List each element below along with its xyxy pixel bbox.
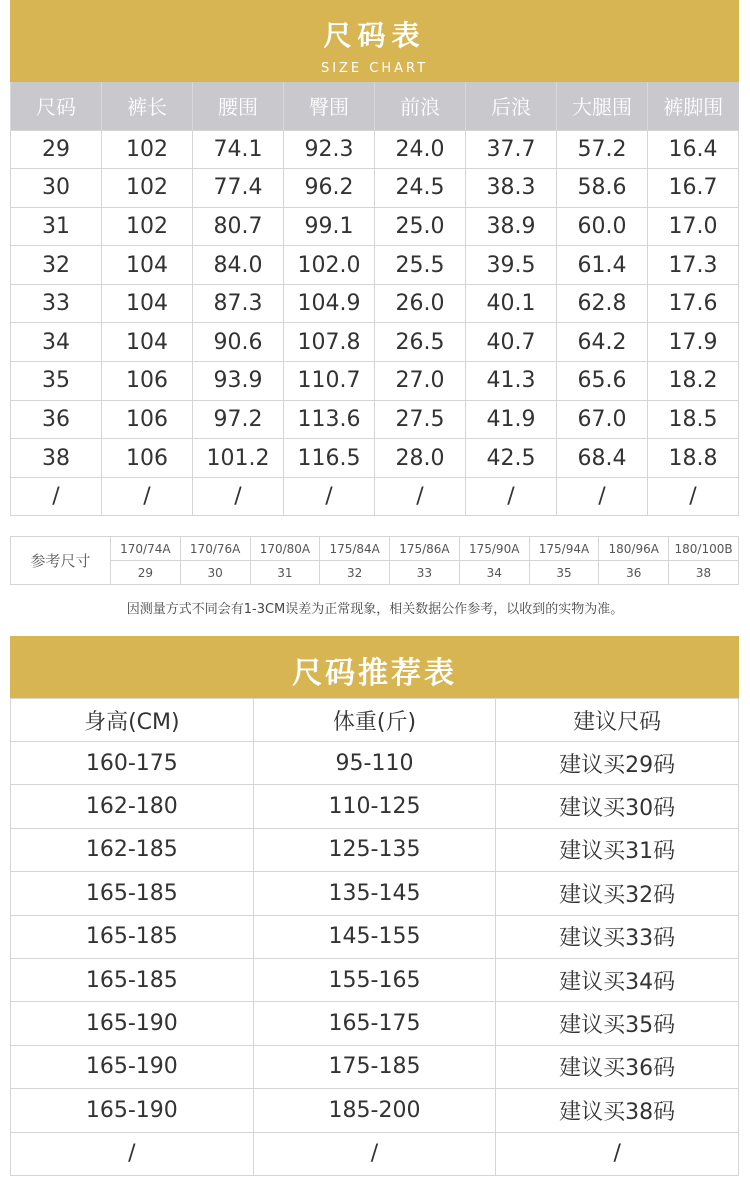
size-chart-header-cell: 前浪: [375, 82, 466, 130]
size-chart-row: [11, 169, 739, 208]
size-chart-header-cell: 腰围: [193, 82, 284, 130]
recommend-banner: [10, 636, 739, 698]
size-chart-cell: 18.5: [648, 400, 739, 439]
reference-size-cell: 33: [390, 561, 460, 585]
reference-size-cell: 36: [599, 561, 669, 585]
size-chart-cell: /: [11, 477, 102, 516]
size-chart-row: [11, 207, 739, 246]
recommend-header-cell: 建议尺码: [496, 699, 739, 742]
size-chart-cell: 17.6: [648, 284, 739, 323]
size-chart-cell: 102: [102, 169, 193, 208]
size-chart-cell: 116.5: [284, 439, 375, 478]
size-chart-header-row: [11, 82, 739, 130]
size-chart-table: [10, 82, 739, 516]
size-chart-cell: 102.0: [284, 246, 375, 285]
recommend-row: [11, 828, 739, 871]
reference-height-cell: 175/84A: [320, 537, 390, 561]
recommend-cell: /: [253, 1132, 496, 1175]
size-chart-title: 尺码表: [323, 19, 426, 52]
size-chart-cell: 24.5: [375, 169, 466, 208]
recommend-cell: 建议买32码: [496, 872, 739, 915]
recommend-title: 尺码推荐表: [292, 656, 457, 691]
size-chart-cell: /: [375, 477, 466, 516]
size-chart-cell: 93.9: [193, 362, 284, 401]
reference-height-cell: 170/80A: [250, 537, 320, 561]
size-chart-header-cell: 裤脚围: [648, 82, 739, 130]
recommend-cell: 165-190: [11, 1002, 254, 1045]
size-chart-cell: 28.0: [375, 439, 466, 478]
size-chart-cell: 74.1: [193, 130, 284, 169]
recommend-row: [11, 1045, 739, 1088]
size-chart-cell: 16.7: [648, 169, 739, 208]
size-chart-cell: 17.0: [648, 207, 739, 246]
recommend-row: [11, 1089, 739, 1132]
size-chart-cell: 84.0: [193, 246, 284, 285]
size-chart-header-cell: 臀围: [284, 82, 375, 130]
size-chart-row: [11, 246, 739, 285]
size-chart-cell: 36: [11, 400, 102, 439]
recommend-table: [10, 698, 739, 1176]
recommend-row: [11, 1002, 739, 1045]
recommend-row: [11, 872, 739, 915]
recommend-cell: 建议买31码: [496, 828, 739, 871]
size-chart-cell: 26.5: [375, 323, 466, 362]
size-chart-cell: 99.1: [284, 207, 375, 246]
size-chart-cell: 38: [11, 439, 102, 478]
size-chart-cell: 97.2: [193, 400, 284, 439]
size-chart-cell: 57.2: [557, 130, 648, 169]
size-chart-cell: 110.7: [284, 362, 375, 401]
size-chart-cell: 90.6: [193, 323, 284, 362]
reference-size-row: [11, 561, 739, 585]
size-chart-cell: 16.4: [648, 130, 739, 169]
size-chart-cell: 60.0: [557, 207, 648, 246]
reference-height-cell: 170/76A: [180, 537, 250, 561]
recommend-cell: 155-165: [253, 958, 496, 1001]
size-chart-cell: 102: [102, 207, 193, 246]
reference-height-cell: 175/86A: [390, 537, 460, 561]
recommend-header-row: [11, 699, 739, 742]
size-chart-cell: 96.2: [284, 169, 375, 208]
recommend-row: [11, 915, 739, 958]
size-chart-cell: /: [102, 477, 193, 516]
size-chart-cell: /: [284, 477, 375, 516]
size-chart-cell: 41.9: [466, 400, 557, 439]
recommend-cell: 165-190: [11, 1045, 254, 1088]
recommend-cell: 145-155: [253, 915, 496, 958]
size-chart-cell: 38.3: [466, 169, 557, 208]
recommend-cell: 185-200: [253, 1089, 496, 1132]
recommend-row: [11, 1132, 739, 1175]
recommend-header-cell: 身高(CM): [11, 699, 254, 742]
recommend-cell: 165-185: [11, 872, 254, 915]
size-chart-cell: 31: [11, 207, 102, 246]
size-chart-header-cell: 尺码: [11, 82, 102, 130]
size-chart-cell: 77.4: [193, 169, 284, 208]
size-chart-cell: 68.4: [557, 439, 648, 478]
size-chart-row: [11, 439, 739, 478]
size-chart-row: [11, 323, 739, 362]
reference-height-cell: 170/74A: [111, 537, 181, 561]
size-chart-cell: 40.1: [466, 284, 557, 323]
size-chart-cell: /: [193, 477, 284, 516]
reference-size-cell: 29: [111, 561, 181, 585]
size-chart-cell: 39.5: [466, 246, 557, 285]
recommend-cell: 165-175: [253, 1002, 496, 1045]
reference-size-cell: 38: [669, 561, 739, 585]
recommend-cell: 建议买34码: [496, 958, 739, 1001]
recommend-row: [11, 958, 739, 1001]
size-chart-header-cell: 后浪: [466, 82, 557, 130]
recommend-cell: 160-175: [11, 742, 254, 785]
size-chart-row: [11, 362, 739, 401]
reference-height-cell: 175/94A: [529, 537, 599, 561]
size-chart-cell: 26.0: [375, 284, 466, 323]
recommend-cell: 175-185: [253, 1045, 496, 1088]
size-chart-cell: 104: [102, 246, 193, 285]
size-chart-cell: 18.8: [648, 439, 739, 478]
recommend-cell: 110-125: [253, 785, 496, 828]
size-chart-cell: 35: [11, 362, 102, 401]
size-chart-cell: 27.0: [375, 362, 466, 401]
reference-size-cell: 31: [250, 561, 320, 585]
reference-size-table: [10, 536, 739, 585]
size-chart-cell: 38.9: [466, 207, 557, 246]
size-chart-row: [11, 130, 739, 169]
recommend-cell: 建议买35码: [496, 1002, 739, 1045]
size-chart-row: [11, 400, 739, 439]
reference-size-cell: 34: [459, 561, 529, 585]
size-chart-cell: 61.4: [557, 246, 648, 285]
recommend-cell: 162-185: [11, 828, 254, 871]
measurement-note: 因测量方式不同会有1-3CM误差为正常现象，相关数据公作参考，以收到的实物为准。: [126, 602, 624, 617]
size-chart-cell: 18.2: [648, 362, 739, 401]
size-chart-cell: 104: [102, 323, 193, 362]
size-chart-cell: 37.7: [466, 130, 557, 169]
recommend-cell: 165-190: [11, 1089, 254, 1132]
size-chart-cell: 30: [11, 169, 102, 208]
size-chart-header-cell: 裤长: [102, 82, 193, 130]
size-chart-cell: 64.2: [557, 323, 648, 362]
size-chart-cell: 102: [102, 130, 193, 169]
recommend-cell: 建议买38码: [496, 1089, 739, 1132]
size-chart-cell: 27.5: [375, 400, 466, 439]
size-chart-cell: 104: [102, 284, 193, 323]
recommend-cell: 125-135: [253, 828, 496, 871]
size-chart-subtitle: SIZE CHART: [320, 61, 429, 76]
reference-height-cell: 175/90A: [459, 537, 529, 561]
recommend-cell: 135-145: [253, 872, 496, 915]
reference-height-row: [11, 537, 739, 561]
reference-size-cell: 30: [180, 561, 250, 585]
recommend-cell: 95-110: [253, 742, 496, 785]
size-chart-cell: 92.3: [284, 130, 375, 169]
recommend-cell: 162-180: [11, 785, 254, 828]
size-chart-cell: 104.9: [284, 284, 375, 323]
size-chart-row: [11, 477, 739, 516]
size-chart-cell: 106: [102, 400, 193, 439]
size-chart-cell: 34: [11, 323, 102, 362]
size-chart-cell: /: [466, 477, 557, 516]
recommend-cell: 建议买30码: [496, 785, 739, 828]
size-chart-cell: /: [648, 477, 739, 516]
size-chart-cell: 62.8: [557, 284, 648, 323]
size-chart-cell: 24.0: [375, 130, 466, 169]
size-chart-cell: 33: [11, 284, 102, 323]
size-chart-cell: 41.3: [466, 362, 557, 401]
reference-size-cell: 32: [320, 561, 390, 585]
size-chart-cell: 65.6: [557, 362, 648, 401]
recommend-cell: 建议买33码: [496, 915, 739, 958]
size-chart-banner: [10, 0, 739, 82]
size-chart-cell: 101.2: [193, 439, 284, 478]
size-chart-cell: 42.5: [466, 439, 557, 478]
size-chart-header-cell: 大腿围: [557, 82, 648, 130]
reference-label: 参考尺寸: [11, 537, 111, 585]
recommend-header-cell: 体重(斤): [253, 699, 496, 742]
recommend-cell: 建议买29码: [496, 742, 739, 785]
size-chart-cell: 107.8: [284, 323, 375, 362]
recommend-cell: /: [496, 1132, 739, 1175]
recommend-row: [11, 785, 739, 828]
reference-height-cell: 180/96A: [599, 537, 669, 561]
recommend-row: [11, 742, 739, 785]
size-chart-cell: 106: [102, 439, 193, 478]
size-chart-cell: 58.6: [557, 169, 648, 208]
size-chart-cell: 67.0: [557, 400, 648, 439]
recommend-cell: /: [11, 1132, 254, 1175]
reference-height-cell: 180/100B: [669, 537, 739, 561]
size-chart-cell: 25.5: [375, 246, 466, 285]
size-chart-cell: 25.0: [375, 207, 466, 246]
recommend-cell: 165-185: [11, 915, 254, 958]
recommend-cell: 建议买36码: [496, 1045, 739, 1088]
size-chart-cell: 17.3: [648, 246, 739, 285]
size-chart-cell: 32: [11, 246, 102, 285]
size-chart-cell: 80.7: [193, 207, 284, 246]
size-chart-cell: 87.3: [193, 284, 284, 323]
size-chart-cell: 106: [102, 362, 193, 401]
size-chart-cell: /: [557, 477, 648, 516]
recommend-cell: 165-185: [11, 958, 254, 1001]
size-chart-cell: 113.6: [284, 400, 375, 439]
size-chart-row: [11, 284, 739, 323]
size-chart-cell: 17.9: [648, 323, 739, 362]
reference-size-cell: 35: [529, 561, 599, 585]
size-chart-cell: 29: [11, 130, 102, 169]
size-chart-cell: 40.7: [466, 323, 557, 362]
